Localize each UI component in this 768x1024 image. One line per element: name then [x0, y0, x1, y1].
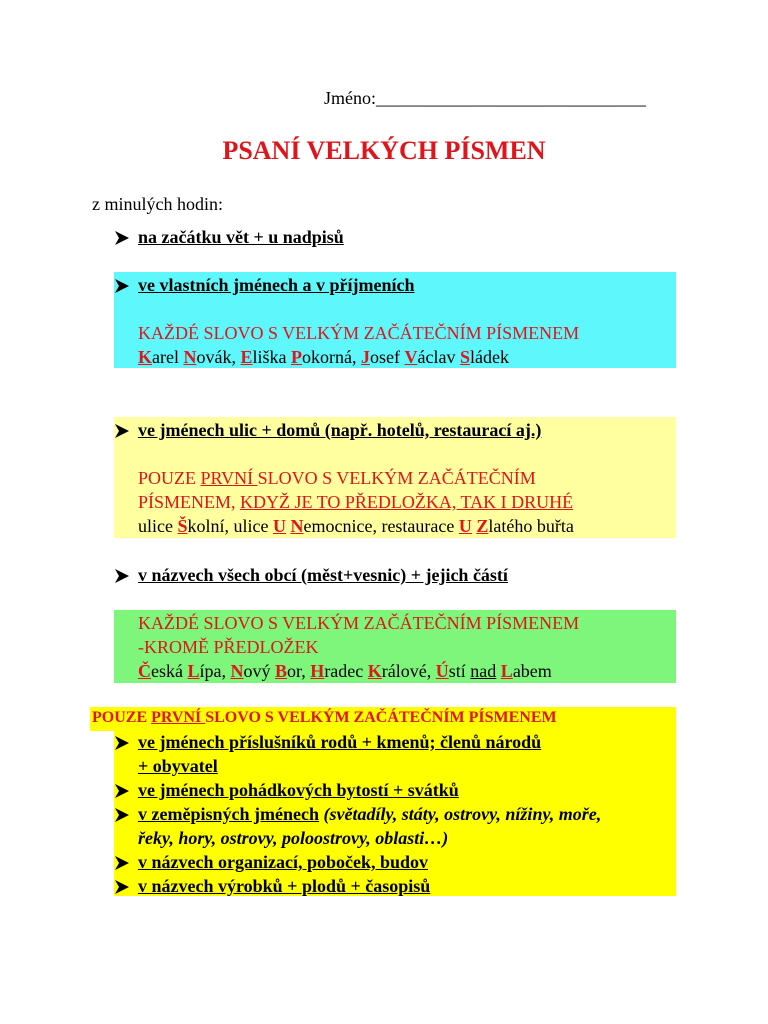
example-capital: N [230, 661, 244, 681]
section1-heading: na začátku vět + u nadpisů [138, 227, 344, 247]
intro-text: z minulých hodin: [92, 194, 223, 214]
section3-rule-line1 [138, 466, 536, 490]
example-text: liška [252, 347, 292, 367]
name-label: Jméno: [324, 88, 376, 108]
example-text: okorná, [302, 347, 361, 367]
section4-heading: v názvech všech obcí (měst+vesnic) + jejich částí [138, 565, 508, 585]
example-capital: U [272, 516, 286, 536]
example-text: ípa, [199, 661, 231, 681]
example-text: osef [370, 347, 405, 367]
example-text: ládek [469, 347, 509, 367]
arrowhead-bullet-icon [114, 225, 134, 246]
rule-text: POUZE [138, 468, 201, 488]
rule-text: SLOVO S VELKÝM ZAČÁTEČNÍM PÍSMENEM [205, 709, 557, 726]
example-capital: N [183, 347, 197, 367]
example-capital: E [240, 347, 253, 367]
section2-example [138, 345, 509, 369]
example-capital: H [310, 661, 325, 681]
section4-rule-line1: KAŽDÉ SLOVO S VELKÝM ZAČÁTEČNÍM PÍSMENEM [138, 613, 580, 633]
example-text: stí [448, 661, 471, 681]
example-capital: P [291, 347, 303, 367]
example-text: abem [512, 661, 552, 681]
section5-item-3-line2: řeky, hory, ostrovy, poloostrovy, oblasti…) [138, 828, 449, 848]
rule-text: POUZE [92, 709, 152, 726]
example-preposition: nad [470, 661, 497, 681]
example-capital: B [275, 661, 288, 681]
name-blank: ______________________________ [376, 88, 646, 108]
section3-rule-line2 [138, 490, 573, 514]
example-capital: U [458, 516, 472, 536]
example-text: ový [243, 661, 275, 681]
arrowhead-bullet-icon [114, 778, 134, 799]
example-capital: Z [476, 516, 489, 536]
section2-heading: ve vlastních jménech a v příjmeních [138, 275, 415, 295]
page-title: PSANÍ VELKÝCH PÍSMEN [222, 136, 546, 165]
name-field-line [324, 86, 646, 110]
item-text: v zeměpisných jménech [138, 804, 319, 824]
arrowhead-bullet-icon [114, 850, 134, 871]
example-text: ovák, [196, 347, 241, 367]
example-text: emocnice, restaurace [303, 516, 459, 536]
example-capital: S [459, 347, 470, 367]
rule-emphasis: PRVNÍ [200, 468, 258, 488]
section5-item-2: ve jménech pohádkových bytostí + svátků [138, 780, 459, 800]
rule-emphasis: PRVNÍ [151, 709, 206, 726]
section5-rule [92, 707, 557, 729]
arrowhead-bullet-icon [114, 273, 134, 294]
example-text: rálové, [381, 661, 436, 681]
example-text: latého buřta [488, 516, 574, 536]
section4-example [138, 659, 552, 683]
example-capital: K [367, 661, 382, 681]
example-text: áclav [417, 347, 460, 367]
section2-rule: KAŽDÉ SLOVO S VELKÝM ZAČÁTEČNÍM PÍSMENEM [138, 323, 580, 343]
example-text: or, [287, 661, 311, 681]
example-text: arel [152, 347, 184, 367]
arrowhead-bullet-icon [114, 874, 134, 895]
arrowhead-bullet-icon [114, 730, 134, 751]
section5-item-3-line1 [138, 802, 601, 826]
example-capital: N [290, 516, 304, 536]
example-capital: Š [177, 516, 188, 536]
section5-item-1-line2: + obyvatel [138, 756, 218, 776]
example-capital: J [361, 347, 370, 367]
example-text: kolní, ulice [187, 516, 273, 536]
section5-item-1-line1: ve jménech příslušníků rodů + kmenů; členů národů [138, 732, 542, 752]
rule-text: PÍSMENEM, [138, 492, 241, 512]
example-capital: L [500, 661, 513, 681]
arrowhead-bullet-icon [114, 418, 134, 439]
example-text: ulice [138, 516, 178, 536]
example-text: eská [151, 661, 188, 681]
example-text: radec [324, 661, 368, 681]
rule-text: SLOVO S VELKÝM ZAČÁTEČNÍM [257, 468, 536, 488]
example-capital: V [404, 347, 418, 367]
section5-item-4: v názvech organizací, poboček, budov [138, 852, 429, 872]
section3-example [138, 514, 574, 538]
section3-heading: ve jménech ulic + domů (např. hotelů, restaurací aj.) [138, 420, 542, 440]
section4-rule-line2: -KROMĚ PŘEDLOŽEK [138, 637, 319, 657]
example-capital: Ú [435, 661, 449, 681]
rule-emphasis: KDYŽ JE TO PŘEDLOŽKA, TAK I DRUHÉ [240, 492, 574, 512]
item-italic-text: (světadíly, státy, ostrovy, nížiny, moře, [318, 804, 602, 824]
arrowhead-bullet-icon [114, 563, 134, 584]
arrowhead-bullet-icon [114, 802, 134, 823]
example-capital: L [187, 661, 200, 681]
example-capital: K [138, 347, 153, 367]
example-capital: Č [138, 661, 151, 681]
section5-item-5: v názvech výrobků + plodů + časopisů [138, 876, 431, 896]
